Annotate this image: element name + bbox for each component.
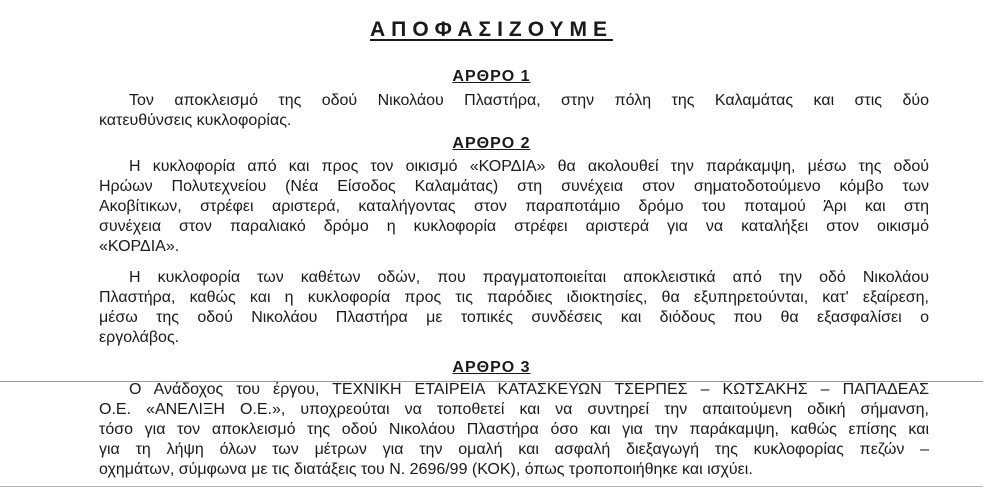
text-line: Ο Ανάδοχος του έργου, ΤΕΧΝΙΚΗ ΕΤΑΙΡΕΙΑ ΚΑΤΑΣΚΕΥΩΝ ΤΣΕΡΠΕΣ – ΚΩΤΣΑΚΗΣ – ΠΑΠΑΔΕΑΣ <box>129 381 929 398</box>
scan-artifact-line <box>0 486 983 487</box>
text-line: «ΚΟΡΔΙΑ». <box>99 238 180 255</box>
text-line: Πλαστήρα, καθώς και η κυκλοφορία προς τις παρόδιες ιδιοκτησίες, θα εξυπηρετούνται, κατ' εξαίρεση, <box>99 289 929 306</box>
decision-title: ΑΠΟΦΑΣΙΖΟΥΜΕ <box>369 18 614 41</box>
article-1-heading: ΑΡΘΡΟ 1 <box>452 68 531 85</box>
article-2-heading: ΑΡΘΡΟ 2 <box>452 135 531 152</box>
text-line: Τον αποκλεισμό της οδού Νικολάου Πλαστήρα, στην πόλη της Καλαμάτας και στις δύο <box>129 92 929 109</box>
text-line: εργολάβος. <box>99 329 180 346</box>
article-2-paragraph-1 <box>99 157 929 257</box>
article-1-text <box>99 91 929 131</box>
article-3-heading: ΑΡΘΡΟ 3 <box>452 359 531 376</box>
text-line: συνέχεια στον παραλιακό δρόμο η κυκλοφορία στρέφει αριστερά για να καταλήξει στον οικισμό <box>99 218 929 235</box>
text-line: Ηρώων Πολυτεχνείου (Νέα Είσοδος Καλαμάτας) στη συνέχεια στον σηματοδοτούμενο κόμβο των <box>99 178 929 195</box>
text-line: Ακοβίτικων, στρέφει αριστερά, καταλήγοντας στον παραποτάμιο δρόμο του ποταμού Άρι και στη <box>99 198 929 215</box>
text-line: Ο.Ε. «ΑΝΕΛΙΞΗ Ο.Ε.», υποχρεούται να τοποθετεί και να συντηρεί την απαιτούμενη οδική σήμανση, <box>99 401 929 418</box>
text-line: κατευθύνσεις κυκλοφορίας. <box>99 112 292 129</box>
scan-artifact-line <box>0 381 983 382</box>
text-line: Η κυκλοφορία από και προς τον οικισμό «ΚΟΡΔΙΑ» θα ακολουθεί την παράκαμψη, μέσω της οδού <box>129 158 929 175</box>
text-line: οχημάτων, σύμφωνα με τις διατάξεις του Ν. 2696/99 (ΚΟΚ), όπως τροποποιήθηκε και ισχύει. <box>99 461 753 478</box>
article-3-text <box>99 380 929 480</box>
text-line: τόσο για τον αποκλεισμό της οδού Νικολάου Πλαστήρα όσο και για την παράκαμψη, καθώς επίσης και <box>99 421 929 438</box>
text-line: μέσω της οδού Νικολάου Πλαστήρα με τοπικές συνδέσεις και διόδους που θα εξασφαλίσει ο <box>99 309 929 326</box>
article-2-paragraph-2 <box>99 268 929 348</box>
text-line: για τη λήψη όλων των μέτρων για την ομαλή και ασφαλή διεξαγωγή της κυκλοφορίας πεζών – <box>99 441 929 458</box>
text-line: Η κυκλοφορία των καθέτων οδών, που πραγματοποιείται αποκλειστικά από την οδό Νικολάου <box>129 269 929 286</box>
